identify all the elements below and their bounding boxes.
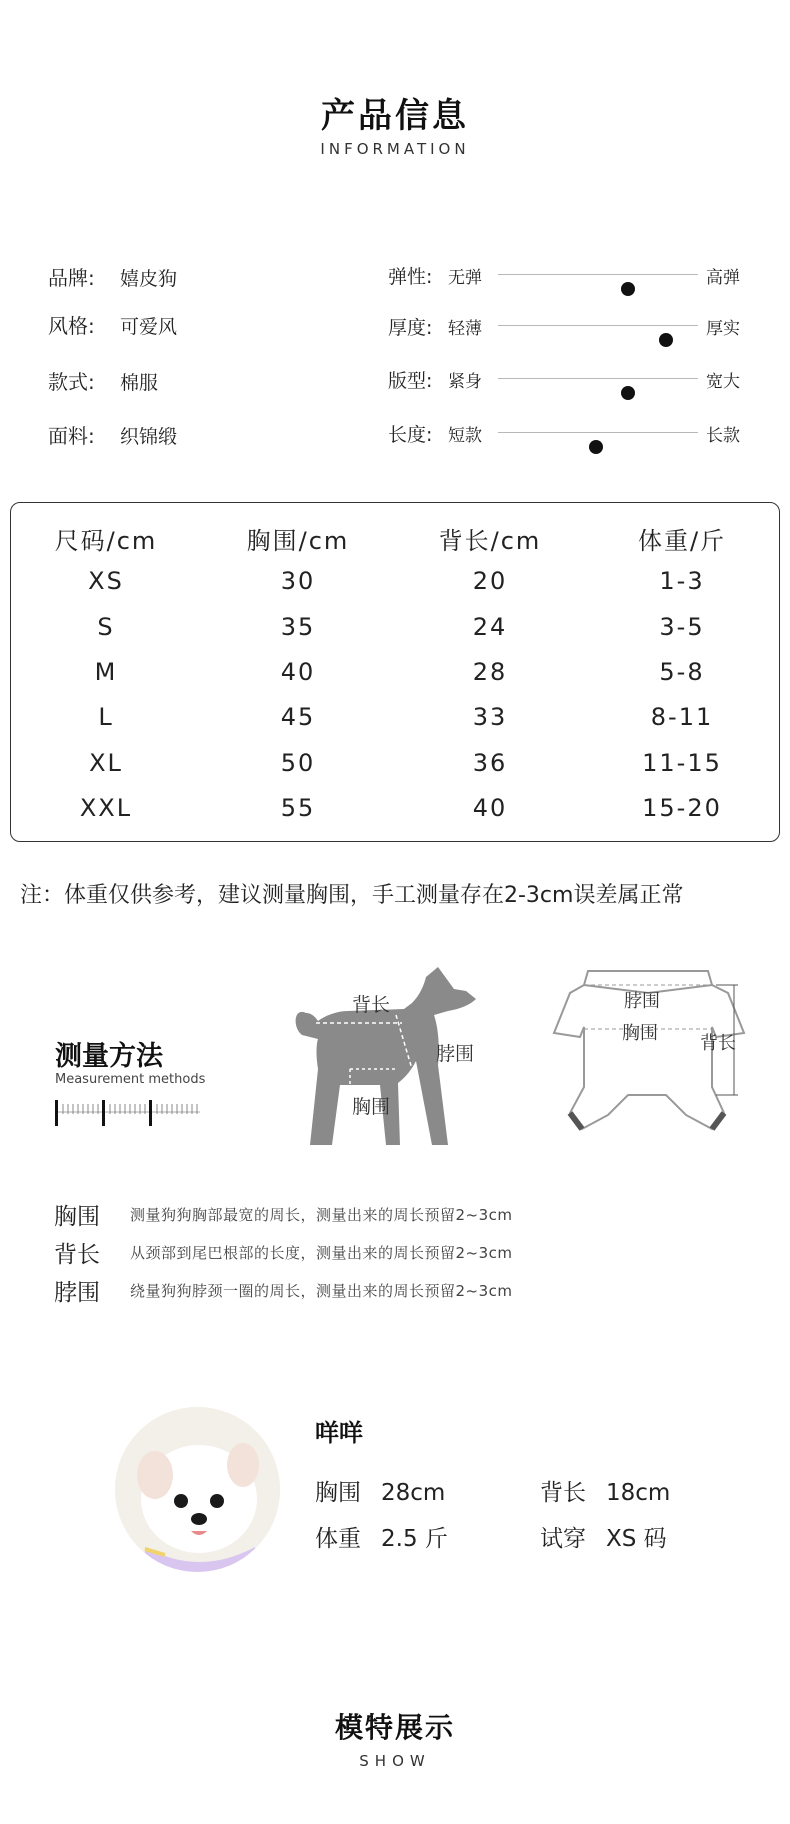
model-avatar <box>115 1407 280 1572</box>
model-chest <box>315 1474 445 1507</box>
slider-fit <box>388 364 758 394</box>
slider-length <box>388 418 758 448</box>
attr-style <box>48 310 177 339</box>
table-cell: 40 <box>472 794 508 822</box>
table-cell: 36 <box>472 749 508 777</box>
desc-chest <box>54 1198 513 1231</box>
attr-value: 嬉皮狗 <box>120 268 178 290</box>
slider-track <box>498 432 698 433</box>
stat-label: 背长 <box>540 1480 586 1506</box>
attr-value: 棉服 <box>120 372 159 394</box>
slider-elasticity <box>388 260 758 290</box>
slider-track <box>498 325 698 326</box>
measurement-subtitle: Measurement methods <box>55 1072 206 1087</box>
slider-track <box>498 378 698 379</box>
dog-photo-icon <box>115 1407 280 1572</box>
stat-value: 18cm <box>606 1480 671 1506</box>
table-cell: 30 <box>280 567 316 595</box>
desc-text: 测量狗狗胸部最宽的周长，测量出来的周长预留2~3cm <box>130 1206 513 1224</box>
table-header: 尺码/cm <box>54 527 158 555</box>
garment-diagram <box>548 965 748 1145</box>
stat-value: XS 码 <box>606 1526 667 1552</box>
slider-label: 版型: <box>388 370 433 392</box>
garment-label-chest: 胸围 <box>622 1023 658 1044</box>
attr-key: 面料: <box>48 424 95 448</box>
table-cell: 55 <box>280 794 316 822</box>
desc-back <box>54 1236 513 1269</box>
slider-high: 高弹 <box>706 268 740 288</box>
table-cell: XXL <box>79 794 133 822</box>
table-cell: 11-15 <box>642 749 722 777</box>
table-cell: 40 <box>280 658 316 686</box>
desc-text: 绕量狗狗脖颈一圈的周长，测量出来的周长预留2~3cm <box>130 1282 513 1300</box>
table-cell: XS <box>88 567 124 595</box>
slider-high: 长款 <box>706 426 740 446</box>
slider-label: 长度: <box>388 424 433 446</box>
table-cell: 28 <box>472 658 508 686</box>
attr-type <box>48 366 158 395</box>
attr-key: 品牌: <box>48 266 95 290</box>
model-back <box>540 1474 670 1507</box>
table-cell: M <box>94 658 118 686</box>
desc-key: 脖围 <box>54 1280 100 1306</box>
table-cell: 33 <box>472 703 508 731</box>
table-cell: 15-20 <box>642 794 722 822</box>
slider-label: 弹性: <box>388 266 433 288</box>
desc-text: 从颈部到尾巴根部的长度，测量出来的周长预留2~3cm <box>130 1244 513 1262</box>
slider-low: 无弹 <box>448 268 482 288</box>
slider-low: 短款 <box>448 426 482 446</box>
table-header: 体重/斤 <box>637 527 727 555</box>
desc-key: 背长 <box>54 1242 100 1268</box>
stat-value: 28cm <box>381 1480 446 1506</box>
table-cell: 50 <box>280 749 316 777</box>
slider-dot <box>621 386 635 400</box>
garment-label-back: 背长 <box>700 1033 736 1054</box>
table-cell: 3-5 <box>659 613 705 641</box>
attr-brand <box>48 262 177 291</box>
table-cell: S <box>97 613 115 641</box>
table-cell: 45 <box>280 703 316 731</box>
slider-dot <box>589 440 603 454</box>
attr-value: 可爱风 <box>120 316 178 338</box>
slider-dot <box>659 333 673 347</box>
slider-high: 厚实 <box>706 319 740 339</box>
stat-label: 胸围 <box>315 1480 361 1506</box>
ruler-icon <box>55 1098 200 1126</box>
table-cell: 8-11 <box>650 703 714 731</box>
dog-label-neck: 脖围 <box>436 1043 475 1065</box>
desc-key: 胸围 <box>54 1204 100 1230</box>
page-title: 产品信息 <box>321 96 469 136</box>
model-name: 咩咩 <box>315 1419 363 1447</box>
garment-label-neck: 脖围 <box>624 991 660 1012</box>
table-header: 背长/cm <box>438 527 542 555</box>
model-weight <box>315 1520 448 1553</box>
measurement-title: 测量方法 <box>55 1041 163 1072</box>
table-cell: 35 <box>280 613 316 641</box>
dog-silhouette-diagram <box>288 965 488 1155</box>
slider-high: 宽大 <box>706 372 740 392</box>
show-title: 模特展示 <box>334 1711 455 1744</box>
table-header: 胸围/cm <box>246 527 350 555</box>
table-cell: L <box>98 703 114 731</box>
attr-key: 风格: <box>48 314 95 338</box>
slider-low: 紧身 <box>448 372 482 392</box>
slider-label: 厚度: <box>388 317 433 339</box>
attr-value: 织锦缎 <box>120 426 178 448</box>
size-table <box>10 502 780 842</box>
table-cell: 5-8 <box>659 658 705 686</box>
show-subtitle: SHOW <box>359 1752 431 1770</box>
slider-low: 轻薄 <box>448 319 482 339</box>
attr-key: 款式: <box>48 370 95 394</box>
model-try <box>540 1520 667 1553</box>
size-note: 注：体重仅供参考，建议测量胸围，手工测量存在2-3cm误差属正常 <box>20 883 684 908</box>
table-cell: 1-3 <box>659 567 705 595</box>
dog-label-chest: 胸围 <box>352 1096 391 1118</box>
page-subtitle: INFORMATION <box>320 140 470 158</box>
table-cell: XL <box>89 749 123 777</box>
slider-thickness <box>388 311 758 341</box>
dog-label-back: 背长 <box>352 994 391 1016</box>
table-cell: 24 <box>472 613 508 641</box>
stat-label: 体重 <box>315 1526 361 1552</box>
stat-value: 2.5 斤 <box>381 1526 448 1552</box>
slider-track <box>498 274 698 275</box>
slider-dot <box>621 282 635 296</box>
attr-fabric <box>48 420 177 449</box>
desc-neck <box>54 1274 513 1307</box>
table-cell: 20 <box>472 567 508 595</box>
stat-label: 试穿 <box>540 1526 586 1552</box>
